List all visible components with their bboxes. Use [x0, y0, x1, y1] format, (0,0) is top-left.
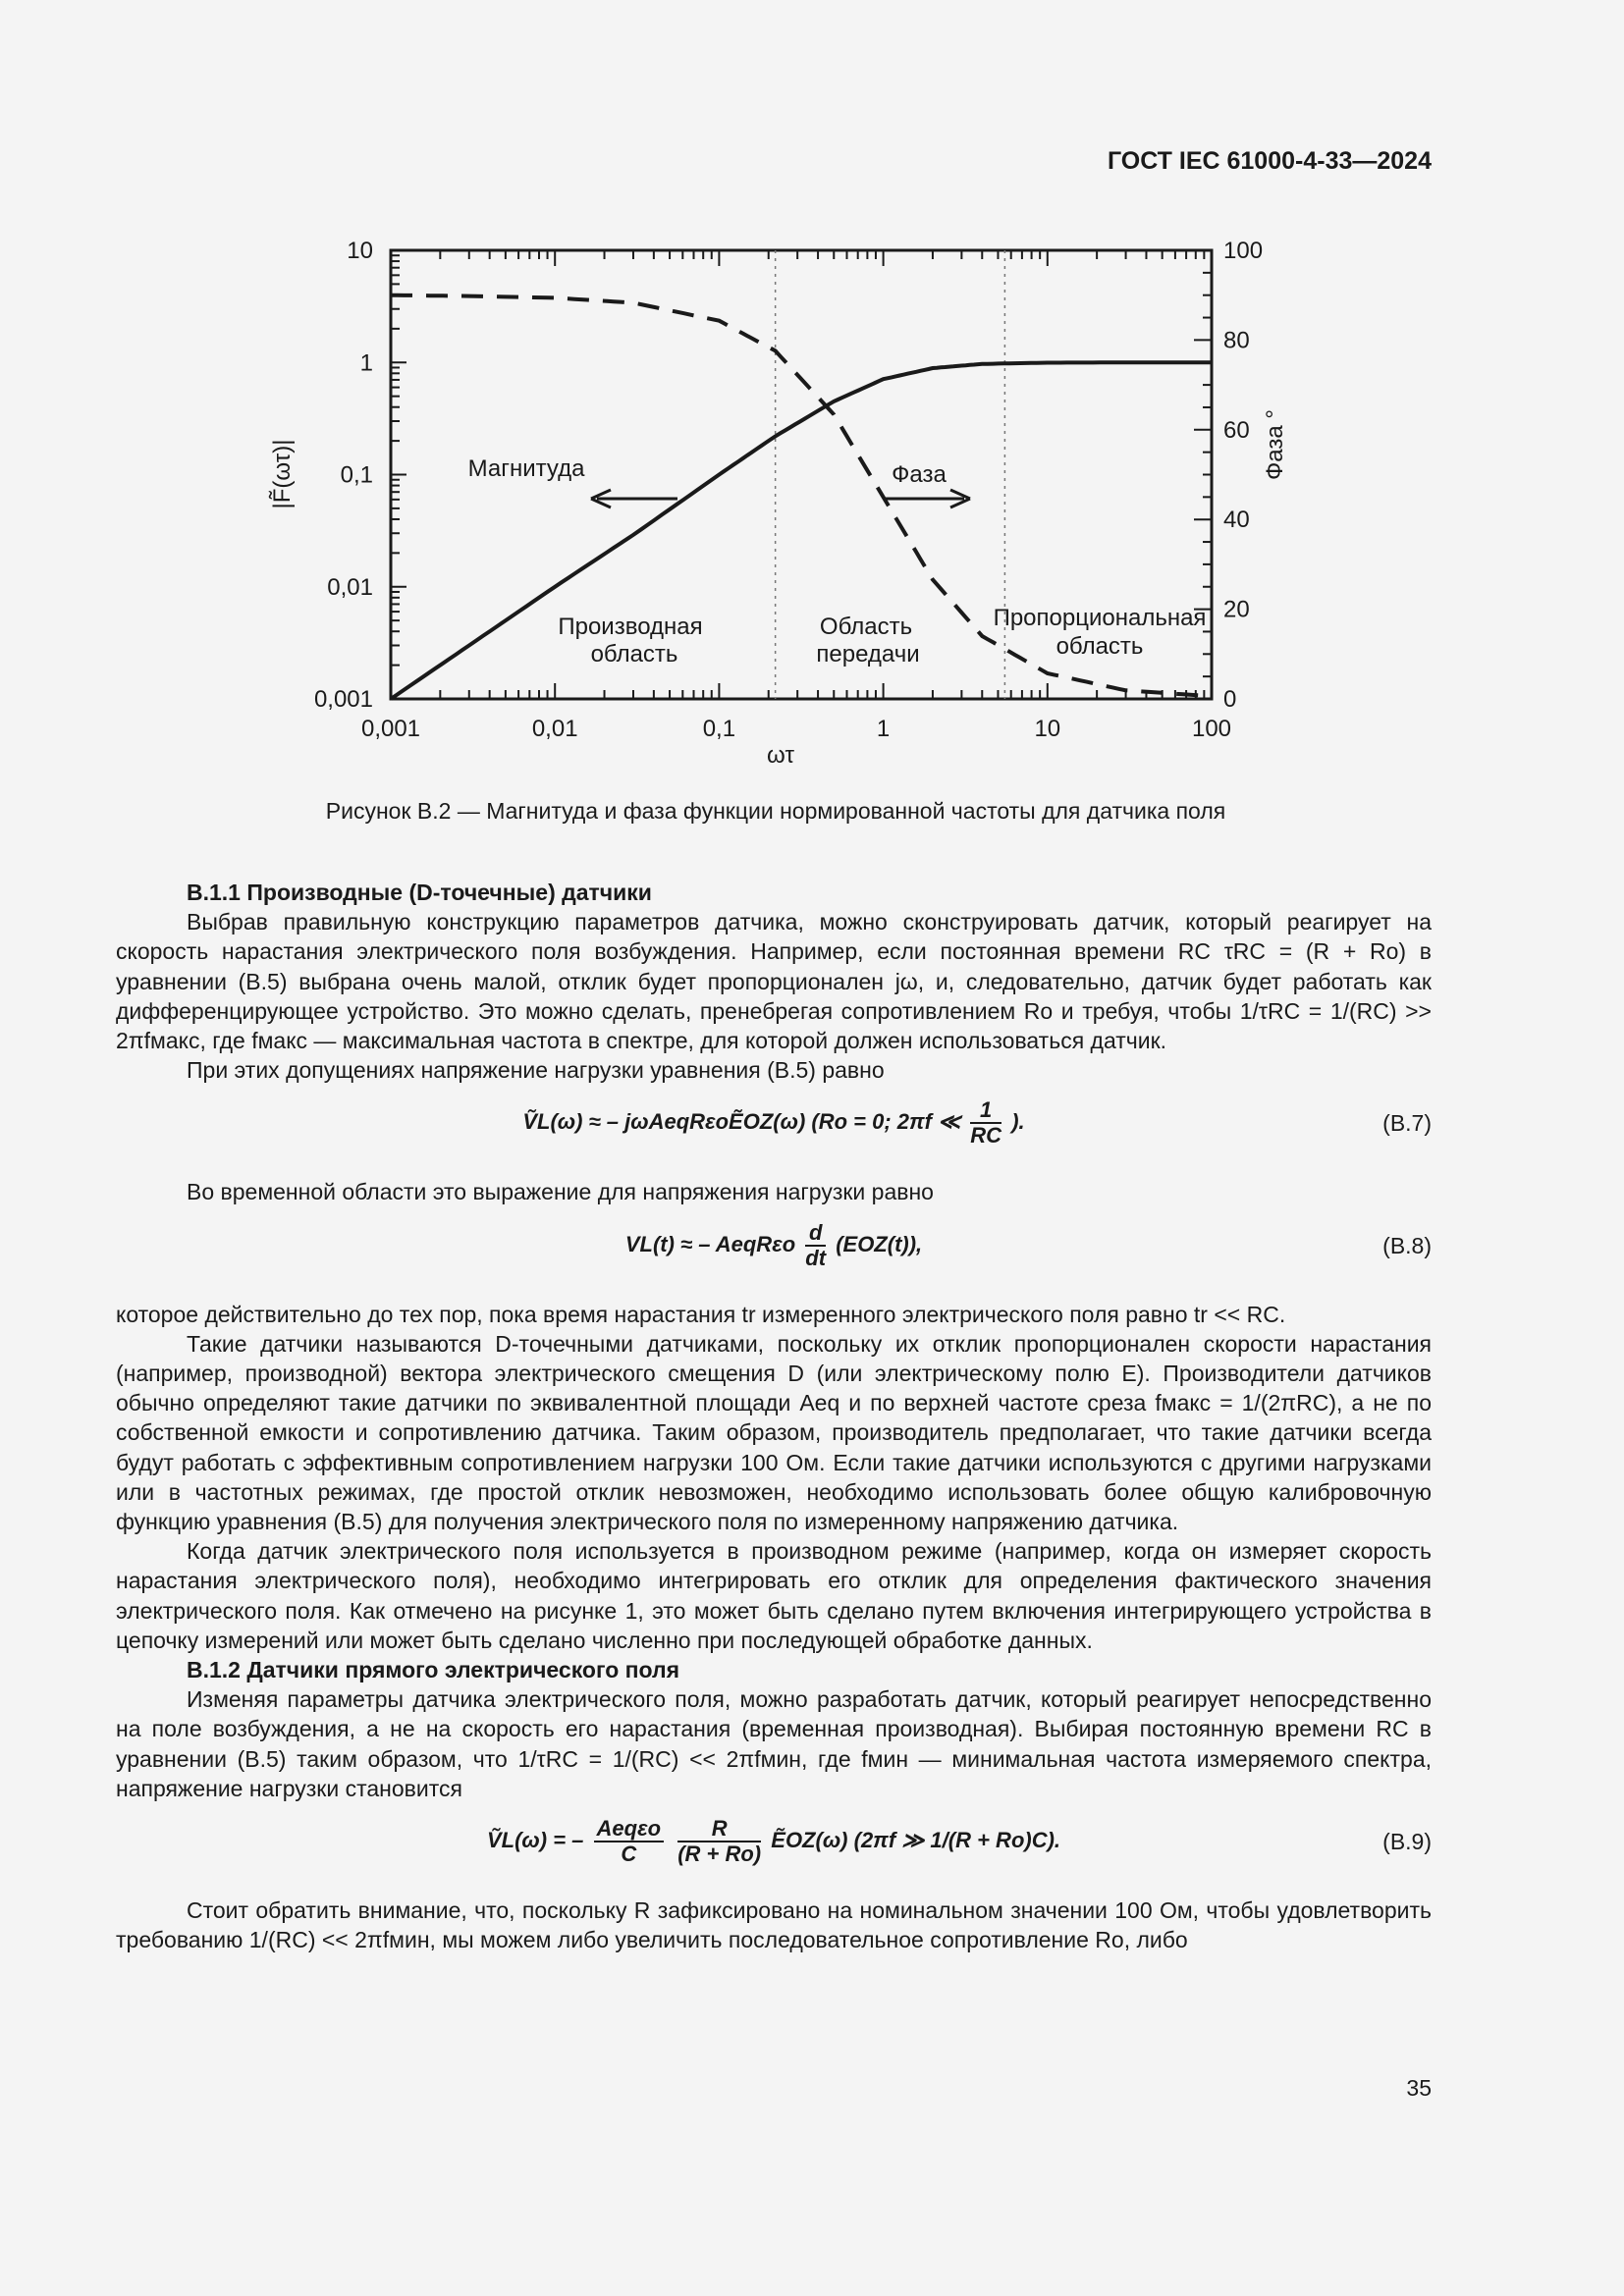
x-tick-label: 100: [1191, 716, 1232, 742]
y-right-tick-label: 0: [1223, 686, 1237, 713]
equation-b8: [116, 1221, 1432, 1286]
paragraph: Во временной области это выражение для напряжения нагрузки равно: [187, 1179, 934, 1205]
page-number: 35: [1406, 2075, 1432, 2101]
paragraph: При этих допущениях напряжение нагрузки уравнения (В.5) равно: [187, 1057, 885, 1084]
x-tick-label: 0,1: [702, 716, 736, 742]
figure-caption: Рисунок В.2 — Магнитуда и фаза функции нормированной частоты для датчика поля: [325, 798, 1226, 824]
paragraph: Стоит обратить внимание, что, поскольку R зафиксировано на номинальном значении 100 Ом, чтобы удовлетворить требованию 1/(RC) << 2πfмин, мы можем либо увеличить последовательное сопротивление Ro, либо: [116, 1897, 1432, 1953]
x-tick-label: 0,001: [360, 716, 421, 742]
paragraph: Изменяя параметры датчика электрического поля, можно разработать датчик, который реагирует непосредственно на поле возбуждения, а не на скорость его нарастания (временная производная). Выбирая постоянную времени RC в уравнении (В.5) таким образом, что 1/τRC = 1/(RC) << 2πfмин, где fмин — минимальная частота измеряемого спектра, напряжение нагрузки становится: [116, 1686, 1432, 1801]
y-right-tick-label: 40: [1223, 507, 1250, 534]
equation-b7-formula: ṼL(ω) ≈ – jωAeqRεoẼOZ(ω) (Ro = 0; 2πf ≪ $\frac{1}{RC}$ ).: [522, 1097, 1025, 1148]
y-right-tick-labels: [1223, 238, 1263, 713]
magnitude-phase-chart: [245, 221, 1345, 780]
equation-b9: [116, 1817, 1432, 1882]
region-proportional-label-2: область: [1056, 633, 1144, 660]
region-transfer-label-2: передачи: [816, 641, 920, 667]
x-tick-labels: [361, 716, 1231, 742]
x-tick-label: 10: [1034, 716, 1061, 742]
paragraph: Когда датчик электрического поля используется в производном режиме (например, когда он измеряет скорость нарастания электрического поля), необходимо интегрировать его отклик для определения фактического значения электрического поля. Как отмечено на рисунке 1, это может быть сделано путем включения интегрирующего устройства в цепочку измерений или может быть сделано численно при последующей обработке данных.: [116, 1538, 1432, 1653]
y-right-tick-label: 80: [1223, 327, 1250, 354]
equation-number: (В.7): [1382, 1110, 1432, 1137]
equation-b7: [116, 1098, 1432, 1163]
y-left-tick-labels: [314, 238, 373, 713]
y-right-axis-label: Фаза °: [1262, 409, 1288, 480]
x-axis-label: ωτ: [767, 742, 794, 769]
region-proportional-label: Пропорциональная: [993, 605, 1207, 631]
document-header: ГОСТ IEC 61000-4-33—2024: [1107, 147, 1432, 175]
section-b11-title: В.1.1 Производные (D-точечные) датчики: [187, 880, 652, 905]
y-right-tick-label: 100: [1223, 238, 1264, 264]
region-transfer-label: Область: [819, 614, 913, 640]
region-derivative-label: Производная: [558, 614, 703, 640]
y-right-tick-label: 20: [1223, 596, 1250, 623]
equation-b8-formula: VL(t) ≈ – AeqRεo $\frac{d}{dt}$ (EOZ(t)),: [624, 1219, 923, 1270]
phase-annotation: Фаза: [892, 461, 947, 488]
equation-number: (В.8): [1382, 1232, 1432, 1258]
paragraph: Выбрав правильную конструкцию параметров датчика, можно сконструировать датчик, который реагирует на скорость нарастания электрического поля возбуждения. Например, если постоянная времени RC τRC = (R + Ro) в уравнении (В.5) выбрана очень малой, отклик будет пропорционален jω, и, следовательно, датчик будет работать как дифференцирующее устройство. Это можно сделать, пренебрегая сопротивлением Ro и требуя, чтобы 1/τRC = 1/(RC) >> 2πfмакс, где fмакс — максимальная частота в спектре, для которой должен использоваться датчик.: [116, 909, 1432, 1054]
y-left-tick-label: 10: [347, 238, 373, 264]
paragraph: Такие датчики называются D-точечными датчиками, поскольку их отклик пропорционален скорости нарастания (например, производной) вектора электрического смещения D (или электрическому полю E). Производители датчиков обычно определяют такие датчики по эквивалентной площади Aeq и по верхней частоте среза fмакс = 1/(2πRC), а не по собственной емкости и сопротивлению датчика. Таким образом, производитель предполагает, что такие датчики всегда будут работать с эффективным сопротивлением нагрузки 100 Ом. Если такие датчики используются с другими нагрузками или в частотных режимах, где простой отклик невозможен, необходимо использовать более общую калибровочную функцию уравнения (В.5) для получения электрического поля по измеренному напряжению датчика.: [116, 1330, 1432, 1535]
paragraph: которое действительно до тех пор, пока время нарастания tr измеренного электрического поля равно tr << RC.: [116, 1301, 1286, 1327]
document-body: [116, 878, 1432, 1954]
equation-b9-formula: ṼL(ω) = – $\frac{\text{Aeqεo}}{C}$ $\frac{R}{(R + Ro)}$ ẼOZ(ω) (2πf ≫ 1/(R + Ro)C).: [486, 1816, 1061, 1867]
y-left-axis-label: |F̃(ωτ)|: [269, 439, 296, 509]
y-left-tick-label: 1: [359, 349, 373, 377]
y-left-tick-label: 0,01: [327, 573, 373, 601]
equation-number: (В.9): [1382, 1829, 1432, 1855]
y-left-tick-label: 0,001: [313, 686, 373, 713]
magnitude-annotation: Магнитуда: [467, 455, 585, 482]
section-b12-title: В.1.2 Датчики прямого электрического поля: [187, 1657, 680, 1683]
y-left-tick-label: 0,1: [340, 461, 373, 489]
x-tick-label: 1: [876, 716, 891, 742]
region-derivative-label-2: область: [590, 641, 678, 667]
y-right-tick-label: 60: [1223, 416, 1250, 444]
x-tick-label: 0,01: [531, 716, 578, 742]
